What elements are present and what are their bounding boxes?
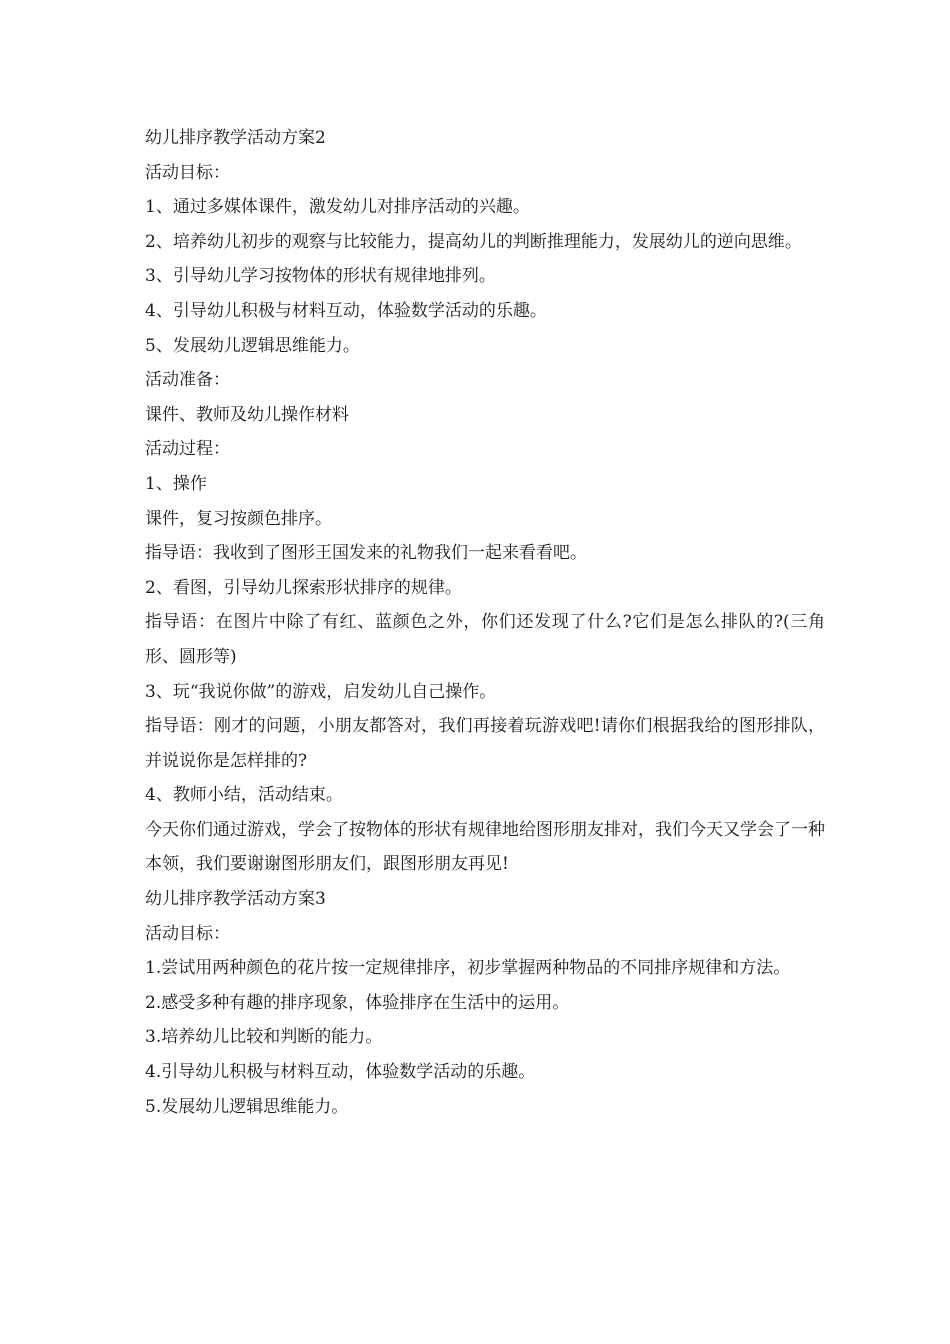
paragraph: 1.尝试用两种颜色的花片按一定规律排序，初步掌握两种物品的不同排序规律和方法。 [145, 958, 791, 979]
paragraph: 2.感受多种有趣的排序现象，体验排序在生活中的运用。 [145, 992, 570, 1013]
section-heading: 活动过程： [145, 439, 230, 460]
paragraph: 指导语：刚才的问题，小朋友都答对，我们再接着玩游戏吧!请你们根据我给的图形排队，并说说你是怎样排的? [145, 716, 825, 771]
paragraph: 课件、教师及幼儿操作材料 [145, 404, 349, 425]
section-heading: 活动准备： [145, 370, 230, 391]
paragraph: 5、发展幼儿逻辑思维能力。 [145, 335, 360, 356]
paragraph: 4、引导幼儿积极与材料互动，体验数学活动的乐趣。 [145, 300, 547, 321]
paragraph: 3、引导幼儿学习按物体的形状有规律地排列。 [145, 266, 496, 287]
paragraph: 5.发展幼儿逻辑思维能力。 [145, 1096, 349, 1117]
paragraph: 指导语：我收到了图形王国发来的礼物我们一起来看看吧。 [145, 543, 587, 564]
paragraph: 指导语：在图片中除了有红、蓝颜色之外，你们还发现了什么?它们是怎么排队的?(三角形、圆形等) [145, 612, 825, 667]
paragraph: 3、玩“我说你做”的游戏，启发幼儿自己操作。 [145, 681, 497, 702]
paragraph: 课件，复习按颜色排序。 [145, 508, 332, 529]
paragraph: 4.引导幼儿积极与材料互动，体验数学活动的乐趣。 [145, 1062, 536, 1083]
paragraph: 今天你们通过游戏，学会了按物体的形状有规律地给图形朋友排对，我们今天又学会了一种本领，我们要谢谢图形朋友们，跟图形朋友再见! [145, 819, 825, 875]
section-title: 幼儿排序教学活动方案3 [145, 889, 326, 910]
paragraph: 1、操作 [145, 473, 207, 494]
paragraph: 2、看图，引导幼儿探索形状排序的规律。 [145, 577, 462, 598]
document-body [145, 121, 825, 1124]
section-heading: 活动目标： [145, 162, 230, 183]
paragraph: 4、教师小结，活动结束。 [145, 785, 343, 806]
paragraph: 3.培养幼儿比较和判断的能力。 [145, 1027, 383, 1048]
paragraph: 2、培养幼儿初步的观察与比较能力，提高幼儿的判断推理能力，发展幼儿的逆向思维。 [145, 231, 802, 252]
paragraph: 1、通过多媒体课件，激发幼儿对排序活动的兴趣。 [145, 197, 530, 218]
section-title: 幼儿排序教学活动方案2 [145, 128, 326, 148]
section-heading: 活动目标： [145, 923, 230, 944]
